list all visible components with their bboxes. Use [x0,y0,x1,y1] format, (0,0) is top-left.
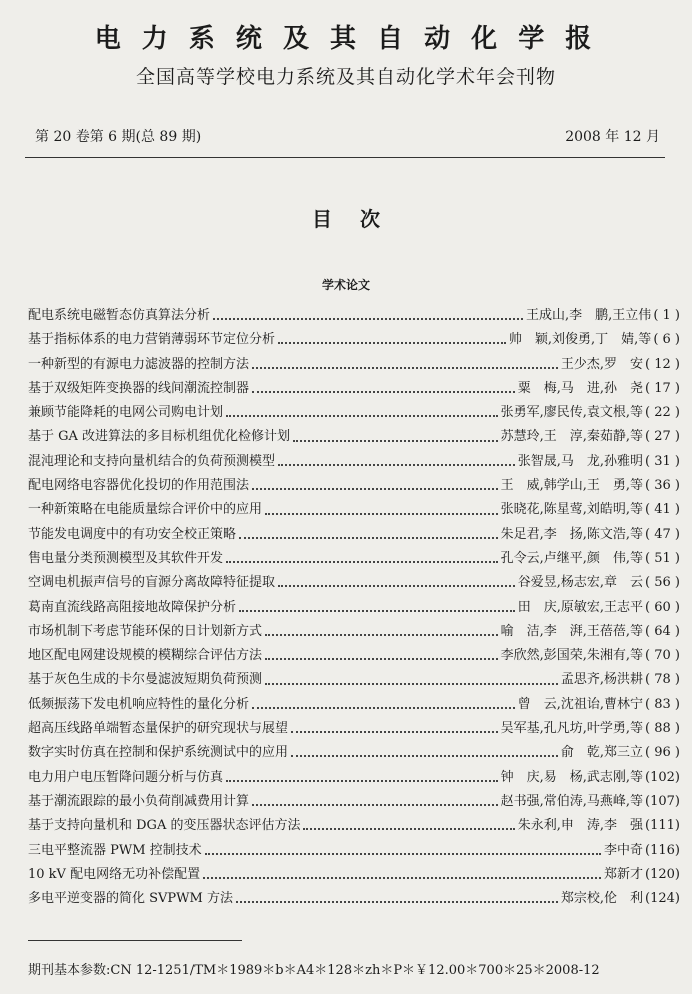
toc-entry-authors: 王 威,韩学山,王 勇,等 [500,478,644,494]
toc-entry [28,523,680,547]
toc-entry-page: ( 41 ) [645,502,680,518]
toc-entry-title: 超高压线路单端暂态量保护的研究现状与展望 [28,721,289,737]
issue-date: 2008 年 12 月 [565,129,660,145]
toc-entry-authors: 谷爱昱,杨志宏,章 云 [517,575,644,591]
toc-entry-authors: 郑宗校,伦 利 [560,891,644,907]
toc-entry [28,571,680,595]
toc-entry [28,766,680,790]
toc-entry-title: 配电系统电磁暂态仿真算法分析 [28,308,211,323]
toc-entry [28,450,680,474]
footer-params: 期刊基本参数:CN 12-1251/TM＊1989＊b＊A4＊128＊zh＊P＊￥12.00＊700＊25＊2008-12 [28,963,600,978]
toc-entry-title: 基于 GA 改进算法的多目标机组优化检修计划 [28,429,291,445]
toc-entry-page: ( 47 ) [645,526,680,542]
toc-entry-authors: 王成山,李 鹏,王立伟 [526,308,652,323]
header-divider [25,157,665,158]
toc-entry [28,304,680,328]
toc-entry [28,425,680,449]
toc-entry-title: 基于潮流跟踪的最小负荷削减费用计算 [28,793,250,809]
toc-dot-leader [252,391,515,393]
toc-entry [28,328,680,352]
toc-entry-page: ( 31 ) [645,453,680,469]
toc-entry-authors: 张智晟,马 龙,孙雅明 [517,453,644,469]
toc-entry-title: 基于指标体系的电力营销薄弱环节定位分析 [28,332,276,348]
toc-dot-leader [252,367,558,369]
toc-entry-authors: 孔令云,卢继平,颜 伟,等 [500,550,644,566]
toc-entry-page: ( 83 ) [645,696,680,712]
toc-entry-page: ( 12 ) [645,356,680,372]
toc-entry [28,474,680,498]
toc-entry [28,814,680,838]
toc-dot-leader [291,755,558,757]
toc-entry-title: 空调电机振声信号的盲源分离故障特征提取 [28,575,276,591]
toc-dot-leader [239,610,515,612]
toc-entry-authors: 朱永利,申 涛,李 强 [517,818,644,834]
toc-entry-authors: 苏慧玲,王 淳,秦茹静,等 [500,429,644,445]
toc-entry-title: 一种新型的有源电力滤波器的控制方法 [28,356,250,372]
toc-entry-title: 基于灰色生成的卡尔曼滤波短期负荷预测 [28,672,263,688]
toc-entry-page: ( 27 ) [645,429,680,445]
toc-entry-title: 配电网络电容器优化投切的作用范围法 [28,478,250,494]
toc-entry-authors: 粟 梅,马 进,孙 尧 [517,380,644,396]
toc-dot-leader [252,804,498,806]
toc-entry-authors: 李中奇 [604,842,644,858]
toc-entry-authors: 孟思齐,杨洪耕 [560,672,644,688]
toc-dot-leader [278,342,506,344]
toc-dot-leader [236,901,558,903]
toc-entry-title: 三电平整流器 PWM 控制技术 [28,842,202,858]
toc-entry [28,620,680,644]
toc-entry-authors: 曾 云,沈祖诒,曹林宁 [517,696,644,712]
footer-divider [28,940,242,941]
toc-dot-leader [291,731,498,733]
toc-dot-leader [265,513,498,515]
toc-dot-leader [265,658,498,660]
issue-number: 第 20 卷第 6 期(总 89 期) [35,129,202,145]
toc-dot-leader [226,561,498,563]
toc-entry-authors: 张晓花,陈星莺,刘皓明,等 [500,502,644,518]
toc-entry-page: ( 70 ) [645,648,680,664]
toc-entry-page: ( 6 ) [653,332,680,348]
toc-entry-page: ( 22 ) [645,405,680,421]
toc-entry-page: ( 1 ) [653,308,680,323]
toc-entry [28,741,680,765]
toc-entry-page: ( 36 ) [645,478,680,494]
toc-entry-page: ( 64 ) [645,623,680,639]
toc-entry [28,887,680,911]
toc-entry-authors: 钟 庆,易 杨,武志刚,等 [500,769,644,785]
toc-entry-title: 10 kV 配电网络无功补偿配置 [28,866,201,882]
toc-entry-page: ( 88 ) [645,721,680,737]
toc-entry-title: 数字实时仿真在控制和保护系统测试中的应用 [28,745,289,761]
toc-dot-leader [265,683,558,685]
toc-dot-leader [265,634,498,636]
toc-entry-authors: 俞 乾,郑三立 [560,745,644,761]
toc-entry-page: ( 78 ) [645,672,680,688]
toc-list [28,304,680,911]
toc-dot-leader [293,440,498,442]
toc-entry [28,668,680,692]
toc-entry-title: 售电量分类预测模型及其软件开发 [28,550,224,566]
toc-entry-page: (111) [645,818,680,834]
toc-entry-page: ( 60 ) [645,599,680,615]
toc-entry-title: 低频振荡下发电机响应特性的量化分析 [28,696,250,712]
toc-entry-page: ( 51 ) [645,550,680,566]
toc-entry-authors: 王少杰,罗 安 [560,356,644,372]
toc-entry-authors: 喻 洁,李 湃,王蓓蓓,等 [500,623,644,639]
toc-entry [28,401,680,425]
toc-entry-page: ( 96 ) [645,745,680,761]
toc-dot-leader [213,318,523,320]
toc-entry-authors: 郑新才 [604,866,644,882]
toc-entry-page: (116) [645,842,680,858]
toc-entry-title: 地区配电网建设规模的模糊综合评估方法 [28,648,263,664]
toc-dot-leader [252,707,515,709]
toc-entry-page: ( 56 ) [645,575,680,591]
toc-entry [28,377,680,401]
toc-entry-title: 一种新策略在电能质量综合评价中的应用 [28,502,263,518]
toc-entry-authors: 张勇军,廖民传,袁文根,等 [500,405,644,421]
toc-entry-page: (120) [645,866,680,882]
section-heading: 学术论文 [321,278,370,292]
toc-dot-leader [278,464,515,466]
toc-entry-title: 混沌理论和支持向量机结合的负荷预测模型 [28,453,276,469]
toc-entry-page: (102) [645,769,680,785]
toc-dot-leader [226,780,498,782]
toc-entry [28,596,680,620]
toc-entry-authors: 吴军基,孔凡坊,叶学勇,等 [500,721,644,737]
toc-entry-page: ( 17 ) [645,380,680,396]
toc-entry-title: 节能发电调度中的有功安全校正策略 [28,526,237,542]
toc-entry [28,839,680,863]
toc-entry [28,863,680,887]
toc-entry-authors: 帅 颖,刘俊勇,丁 婧,等 [508,332,652,348]
toc-entry-page: (124) [645,891,680,907]
issue-line [35,126,660,146]
journal-subtitle: 全国高等学校电力系统及其自动化学术年会刊物 [135,66,556,88]
toc-entry [28,498,680,522]
toc-entry [28,693,680,717]
toc-entry-title: 兼顾节能降耗的电网公司购电计划 [28,405,224,421]
toc-entry-title: 多电平逆变器的简化 SVPWM 方法 [28,891,233,907]
toc-entry-title: 电力用户电压暂降问题分析与仿真 [28,769,224,785]
toc-dot-leader [239,537,498,539]
toc-dot-leader [205,853,601,855]
toc-entry [28,644,680,668]
toc-entry-title: 葛南直流线路高阻接地故障保护分析 [28,599,237,615]
toc-entry-authors: 田 庆,原敏宏,王志平 [517,599,644,615]
toc-entry-page: (107) [645,793,680,809]
journal-title: 电 力 系 统 及 其 自 动 化 学 报 [94,24,598,54]
toc-dot-leader [226,415,498,417]
toc-entry [28,717,680,741]
toc-entry [28,547,680,571]
toc-entry-title: 基于支持向量机和 DGA 的变压器状态评估方法 [28,818,301,834]
toc-entry [28,790,680,814]
toc-entry-authors: 朱足君,李 扬,陈文浩,等 [500,526,644,542]
toc-dot-leader [278,585,515,587]
toc-entry-title: 市场机制下考虑节能环保的日计划新方式 [28,623,263,639]
toc-dot-leader [252,488,498,490]
toc-entry-authors: 赵书强,常伯涛,马燕峰,等 [500,793,644,809]
toc-heading: 目次 [312,207,408,231]
toc-dot-leader [203,877,601,879]
toc-dot-leader [303,828,514,830]
toc-entry-authors: 李欣然,彭国荣,朱湘有,等 [500,648,644,664]
toc-entry [28,353,680,377]
toc-entry-title: 基于双级矩阵变换器的线间潮流控制器 [28,380,250,396]
